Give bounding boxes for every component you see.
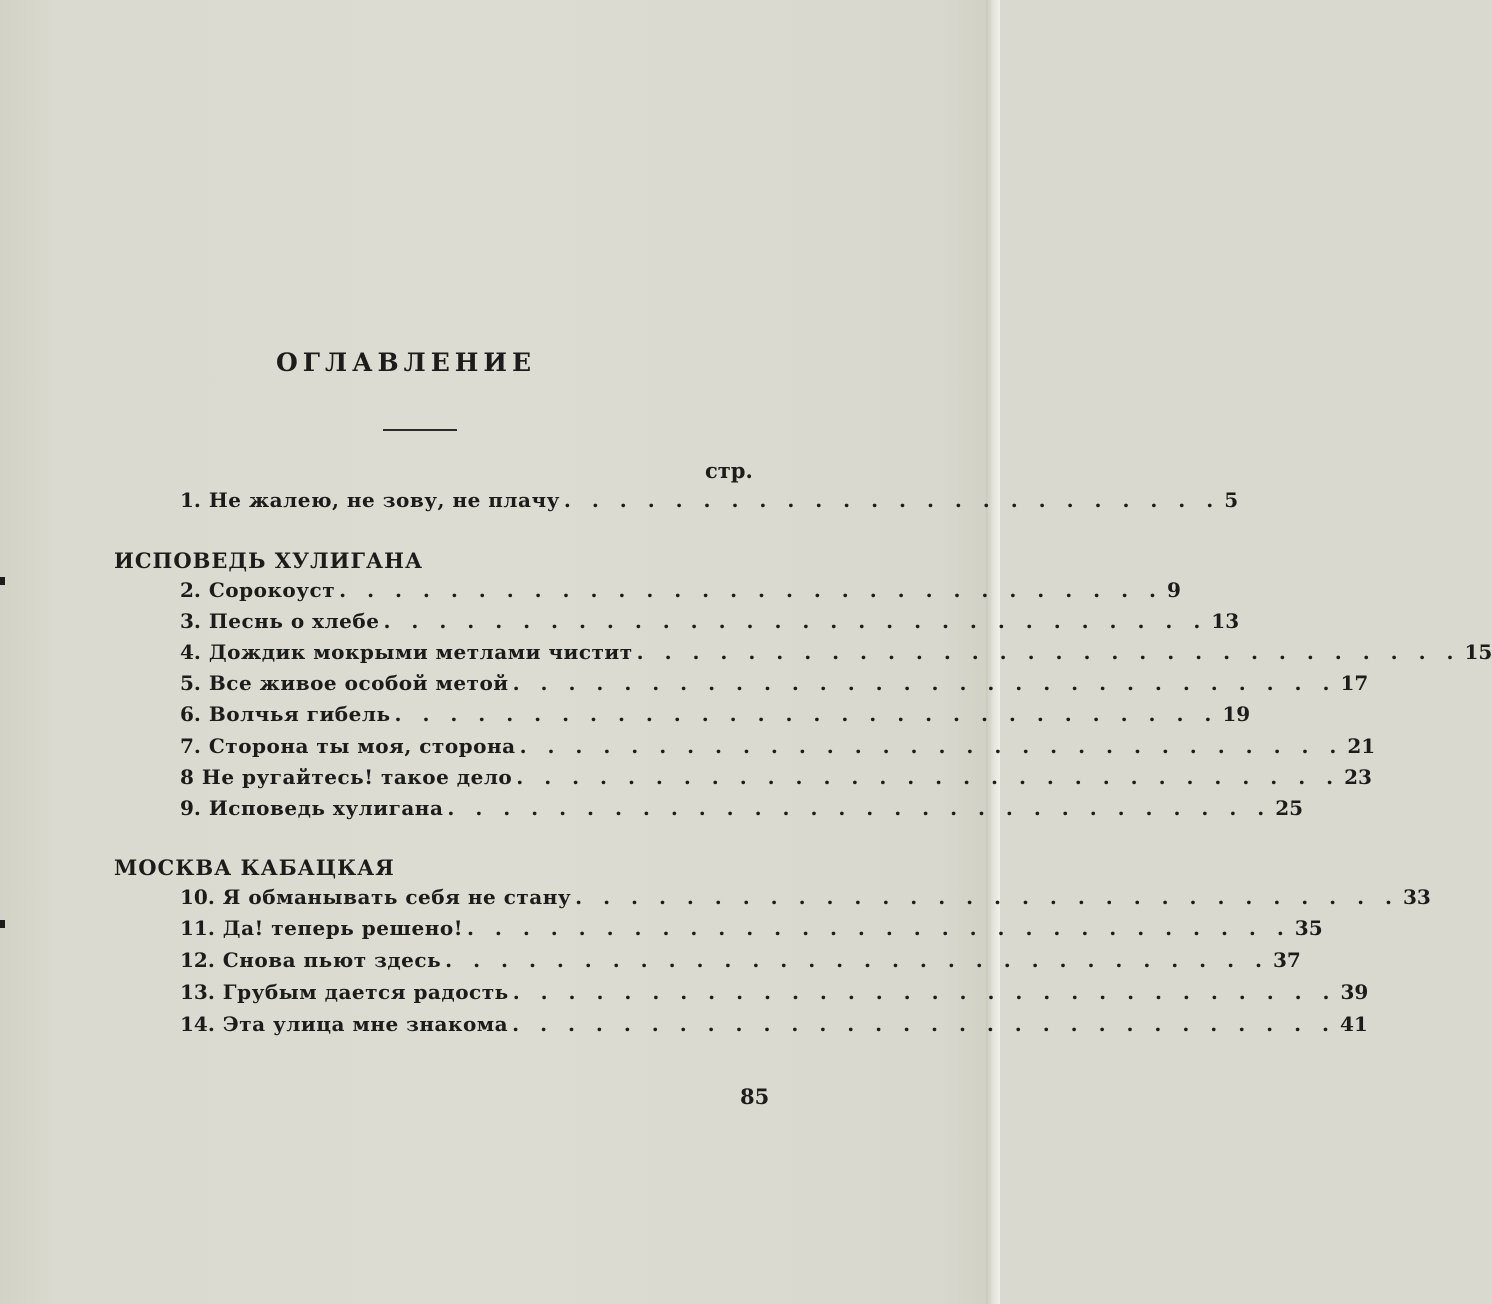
leader-dots: . . . . . . . . . . . . . . . . . . . . . . . . . . . . . .	[575, 885, 1399, 909]
leader-dots: . . . . . . . . . . . . . . . . . . . . . . . . . . . . . .	[383, 609, 1208, 633]
entry-title: Снова пьют здесь	[222, 948, 442, 972]
page-number: 85	[740, 1084, 770, 1109]
toc-entry	[180, 885, 1431, 915]
entry-title: Я обманывать себя не стану	[222, 885, 572, 909]
entry-page: 41	[1339, 1012, 1368, 1036]
section-heading: ИСПОВЕДЬ ХУЛИГАНА	[114, 548, 424, 573]
leader-dots: . . . . . . . . . . . . . . . . . . . . . . . . . . . . . .	[445, 948, 1269, 972]
entry-number: 12.	[180, 948, 215, 972]
entry-title: Не ругайтесь! такое дело	[201, 765, 513, 789]
toc-entry	[180, 916, 1323, 946]
toc-entry	[180, 948, 1301, 978]
toc-entry	[180, 609, 1240, 639]
entry-page: 23	[1344, 765, 1372, 789]
toc-entry	[180, 578, 1181, 608]
leader-dots: . . . . . . . . . . . . . . . . . . . . . . . . . . . . . .	[512, 671, 1337, 695]
entry-number: 7.	[180, 734, 201, 758]
entry-number: 11.	[180, 916, 215, 940]
entry-number: 6.	[180, 702, 201, 726]
entry-title: Песнь о хлебе	[208, 609, 380, 633]
toc-entry	[180, 734, 1376, 764]
toc-title: ОГЛАВЛЕНИЕ	[276, 348, 537, 377]
entry-page: 33	[1402, 885, 1431, 909]
entry-number: 5.	[180, 671, 201, 695]
entry-number: 9.	[180, 796, 201, 820]
entry-number: 3.	[180, 609, 201, 633]
toc-entry	[180, 702, 1251, 732]
binding-mark	[0, 920, 5, 928]
leader-dots: . . . . . . . . . . . . . . . . . . . . . . . . . . . . . .	[394, 702, 1219, 726]
entry-title: Сторона ты моя, сторона	[208, 734, 516, 758]
toc-entry	[180, 980, 1369, 1010]
entry-page: 17	[1340, 671, 1369, 695]
leader-dots: . . . . . . . . . . . . . . . . . . . . . . . . . . . . . .	[466, 916, 1291, 940]
entry-title: Сорокоуст	[208, 578, 336, 602]
entry-page: 9	[1166, 578, 1181, 602]
leader-dots: . . . . . . . . . . . . . . . . . . . . . . . . . . . . . .	[519, 734, 1344, 758]
entry-title: Дождик мокрыми метлами чистит	[208, 640, 633, 664]
toc-entry	[180, 640, 1492, 670]
entry-number: 8	[180, 765, 194, 789]
entry-number: 2.	[180, 578, 201, 602]
entry-page: 25	[1275, 796, 1304, 820]
leader-dots: . . . . . . . . . . . . . . . . . . . . . . . . . . . . . .	[447, 796, 1272, 820]
entry-title: Исповедь хулигана	[208, 796, 444, 820]
entry-page: 37	[1272, 948, 1301, 972]
entry-number: 10.	[180, 885, 215, 909]
entry-number: 4.	[180, 640, 201, 664]
toc-entry	[180, 671, 1369, 701]
leader-dots: . . . . . . . . . . . . . . . . . . . . . . . . . . . . . .	[516, 765, 1341, 789]
section-heading: МОСКВА КАБАЦКАЯ	[114, 855, 395, 880]
leader-dots: . . . . . . . . . . . . . . . . . . . . . . . . . . . . . .	[339, 578, 1163, 602]
entry-page: 39	[1340, 980, 1369, 1004]
leader-dots: . . . . . . . . . . . . . . . . . . . . . . . . . . . . . .	[636, 640, 1461, 664]
entry-number: 1.	[180, 488, 201, 512]
entry-title: Да! теперь решено!	[222, 916, 463, 940]
entry-number: 14.	[180, 1012, 215, 1036]
entry-number: 13.	[180, 980, 215, 1004]
entry-title: Грубым дается радость	[222, 980, 509, 1004]
leader-dots: . . . . . . . . . . . . . . . . . . . . . . . .	[563, 488, 1221, 512]
entry-page: 19	[1222, 702, 1251, 726]
entry-title: Все живое особой метой	[208, 671, 509, 695]
toc-entry	[180, 796, 1304, 826]
binding-mark	[0, 577, 5, 585]
entry-title: Эта улица мне знакома	[222, 1012, 509, 1036]
entry-page: 35	[1294, 916, 1323, 940]
entry-page: 21	[1347, 734, 1376, 758]
page-column-label: стр.	[705, 458, 753, 483]
entry-title: Не жалею, не зову, не плачу	[208, 488, 560, 512]
toc-entry	[180, 1012, 1368, 1042]
entry-page: 13	[1211, 609, 1240, 633]
entry-page: 15	[1464, 640, 1492, 664]
title-rule	[383, 429, 457, 431]
entry-title: Волчья гибель	[208, 702, 391, 726]
toc-entry	[180, 488, 1239, 518]
leader-dots: . . . . . . . . . . . . . . . . . . . . . . . . . . . . . .	[512, 980, 1337, 1004]
leader-dots: . . . . . . . . . . . . . . . . . . . . . . . . . . . . . .	[512, 1012, 1336, 1036]
entry-page: 5	[1224, 488, 1239, 512]
toc-entry	[180, 765, 1372, 795]
